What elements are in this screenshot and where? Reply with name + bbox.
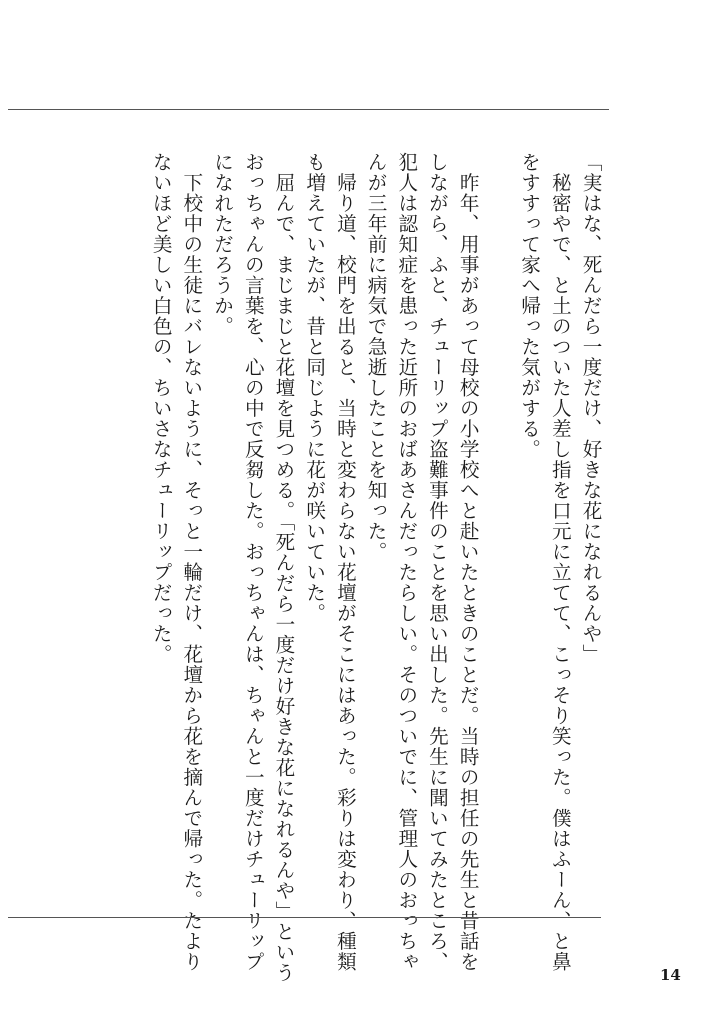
paragraph-way-home-line-1: 帰り道、校門を出ると、当時と変わらない花壇がそこにはあった。彩りは変わり、種類 — [333, 152, 357, 972]
paragraph-crouch-line-1: 屈んで、まじまじと花壇を見つめる。「死んだら一度だけ好きな花になれるんや」という — [271, 152, 295, 983]
paragraph-pick-flower-line-2: ないほど美しい白色の、ちいさなチューリップだった。 — [149, 152, 173, 665]
bottom-rule — [8, 917, 601, 918]
paragraph-pick-flower — [144, 152, 205, 972]
paragraph-last-year — [359, 152, 482, 972]
paragraph-last-year-line-3: 犯人は認知症を患った近所のおばあさんだったらしい。そのついでに、管理人のおっちゃ — [394, 152, 418, 972]
paragraph-last-year-line-1: 昨年、用事があって母校の小学校へと赴いたときのことだ。当時の担任の先生と昔話を — [456, 152, 480, 972]
paragraph-blank — [482, 152, 513, 892]
paragraph-secret-line-2: をすすって家へ帰った気がする。 — [517, 152, 541, 460]
paragraph-last-year-line-2: しながら、ふと、チューリップ盗難事件のことを思い出した。先生に聞いてみたところ、 — [425, 152, 449, 972]
paragraph-pick-flower-line-1: 下校中の生徒にバレないように、そっと一輪だけ、花壇から花を摘んで帰った。たより — [179, 152, 203, 972]
paragraph-secret — [513, 152, 574, 972]
paragraph-last-year-line-4: んが三年前に病気で急逝したことを知った。 — [364, 152, 388, 562]
top-rule — [8, 109, 609, 110]
page-number: 14 — [660, 966, 681, 984]
paragraph-crouch — [206, 152, 298, 983]
paragraph-quote-flower: 「実はな、死んだら一度だけ、好きな花になれるんや」 — [579, 152, 602, 665]
paragraph-way-home — [298, 152, 359, 972]
paragraph-crouch-line-3: になれただろうか。 — [210, 152, 234, 337]
paragraph-crouch-line-2: おっちゃんの言葉を、心の中で反芻した。おっちゃんは、ちゃんと一度だけチューリップ — [241, 152, 265, 972]
vertical-body-text — [144, 152, 605, 983]
paragraph-way-home-line-2: も増えていたが、昔と同じように花が咲いていた。 — [302, 152, 326, 624]
paragraph-secret-line-1: 秘密やで、と土のついた人差し指を口元に立てて、こっそり笑った。僕はふーん、と鼻 — [548, 152, 572, 972]
